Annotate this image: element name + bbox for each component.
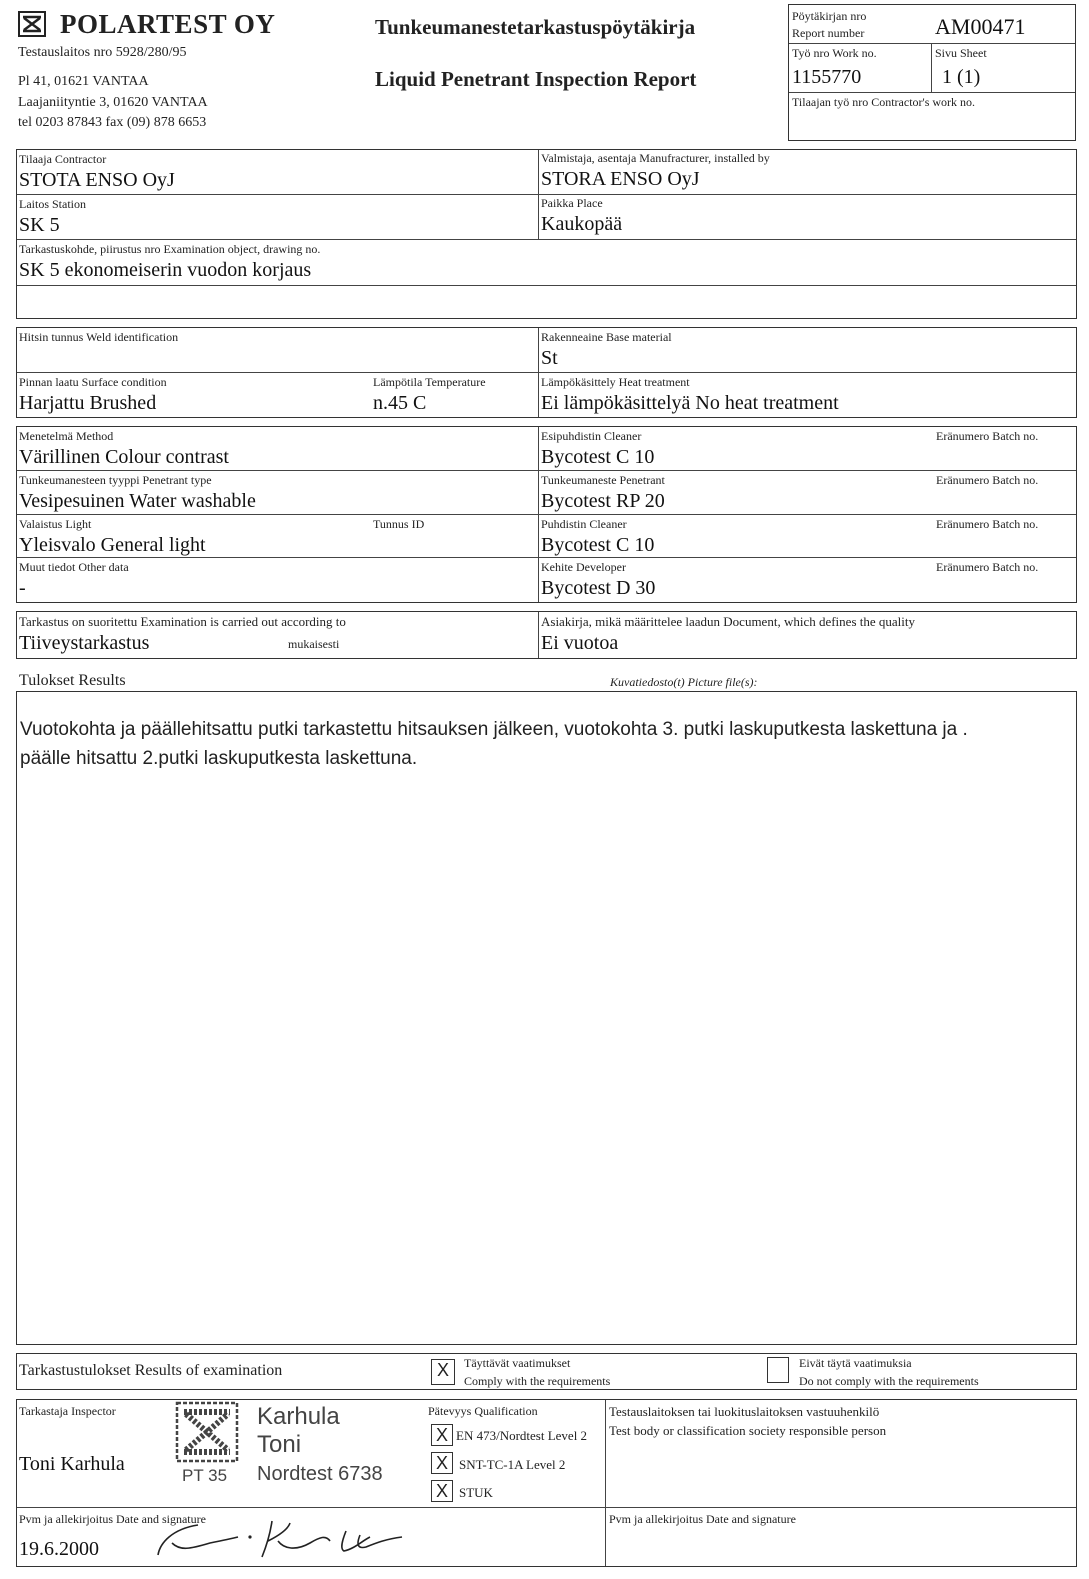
qualification-label: Pätevyys Qualification — [428, 1404, 538, 1418]
not-comply-label-fi: Eivät täytä vaatimuksia — [799, 1356, 912, 1370]
inspector-signature — [150, 1515, 410, 1565]
report-number: AM00471 — [935, 14, 1026, 39]
picture-files-label: Kuvatiedosto(t) Picture file(s): — [610, 675, 758, 689]
date-signature-label: Pvm ja allekirjoitus Date and signature — [19, 1512, 206, 1526]
manufacturer-value: STORA ENSO OyJ — [541, 168, 700, 190]
report-number-label-en: Report number — [792, 26, 865, 40]
other-data-label: Muut tiedot Other data — [19, 560, 129, 574]
qual-1-checkbox[interactable]: X — [431, 1424, 453, 1446]
stamp-line-2: Toni — [257, 1431, 302, 1458]
comply-label-fi: Täyttävät vaatimukset — [464, 1356, 571, 1370]
light-label: Valaistus Light — [19, 517, 92, 531]
not-comply-label-en: Do not comply with the requirements — [799, 1374, 979, 1388]
work-no-label: Työ nro Work no. — [792, 46, 877, 60]
weld-label: Hitsin tunnus Weld identification — [19, 330, 179, 344]
method-value: Värillinen Colour contrast — [19, 446, 229, 468]
surface-label: Pinnan laatu Surface condition — [19, 375, 167, 389]
contractor-work-label: Tilaajan työ nro Contractor's work no. — [792, 95, 976, 109]
surface-value: Harjattu Brushed — [19, 392, 157, 414]
results-box — [16, 691, 1077, 1345]
company-registration: Testauslaitos nro 5928/280/95 — [18, 45, 187, 60]
inspection-date: 19.6.2000 — [19, 1538, 99, 1560]
company-logo-icon — [18, 11, 46, 37]
exam-result-label: Tarkastustulokset Results of examination — [19, 1362, 283, 1379]
penetrant-type-value: Vesipesuinen Water washable — [19, 490, 256, 512]
test-body-label-fi: Testauslaitoksen tai luokituslaitoksen vastuuhenkilö — [609, 1404, 880, 1419]
manufacturer-label: Valmistaja, asentaja Manufracturer, installed by — [541, 151, 770, 165]
developer-label: Kehite Developer — [541, 560, 626, 574]
results-label: Tulokset Results — [19, 672, 126, 689]
test-body-label-en: Test body or classification society responsible person — [609, 1423, 887, 1438]
heat-treatment-label: Lämpökäsittely Heat treatment — [541, 375, 690, 389]
base-material-label: Rakenneaine Base material — [541, 330, 672, 344]
comply-checkbox[interactable]: X — [431, 1359, 455, 1385]
temperature-value: n.45 C — [373, 392, 427, 414]
temperature-label: Lämpötila Temperature — [373, 375, 486, 389]
comply-label-en: Comply with the requirements — [464, 1374, 611, 1388]
quality-doc-value: Ei vuotoa — [541, 632, 619, 654]
page-title-fi: Tunkeumanestetarkastuspöytäkirja — [375, 15, 696, 39]
qual-2-label: SNT-TC-1A Level 2 — [459, 1457, 566, 1472]
report-number-label-fi: Pöytäkirjan nro — [792, 9, 867, 23]
heat-treatment-value: Ei lämpökäsittelyä No heat treatment — [541, 392, 839, 414]
stamp-code: PT 35 — [182, 1466, 228, 1485]
developer-value: Bycotest D 30 — [541, 577, 656, 599]
according-label: Tarkastus on suoritettu Examination is carried out according to — [19, 614, 346, 629]
place-label: Paikka Place — [541, 196, 603, 210]
station-label: Laitos Station — [19, 197, 86, 211]
inspector-label: Tarkastaja Inspector — [19, 1404, 116, 1418]
inspector-stamp-logo-icon — [174, 1400, 240, 1464]
according-suffix: mukaisesti — [288, 637, 340, 651]
cleaner-value: Bycotest C 10 — [541, 534, 655, 556]
company-street: Laajaniityntie 3, 01620 VANTAA — [18, 95, 208, 110]
light-id-label: Tunnus ID — [373, 517, 425, 531]
sheet-value: 1 (1) — [942, 66, 981, 88]
light-value: Yleisvalo General light — [19, 534, 206, 556]
batch-label: Eränumero Batch no. — [936, 473, 1039, 487]
cleaner-label: Puhdistin Cleaner — [541, 517, 627, 531]
work-no: 1155770 — [792, 66, 862, 88]
results-text-line-2: päälle hitsattu 2.putki laskuputkesta laskettuna. — [20, 748, 418, 769]
qual-3-label: STUK — [459, 1485, 493, 1500]
precleaner-label: Esipuhdistin Cleaner — [541, 429, 642, 443]
batch-label: Eränumero Batch no. — [936, 560, 1039, 574]
not-comply-checkbox[interactable] — [767, 1357, 789, 1383]
qual-2-checkbox[interactable]: X — [431, 1452, 453, 1474]
object-value: SK 5 ekonomeiserin vuodon korjaus — [19, 259, 312, 281]
penetrant-label: Tunkeumaneste Penetrant — [541, 473, 665, 487]
sheet-label: Sivu Sheet — [935, 46, 987, 60]
batch-label: Eränumero Batch no. — [936, 429, 1039, 443]
penetrant-value: Bycotest RP 20 — [541, 490, 665, 512]
company-po-box: Pl 41, 01621 VANTAA — [18, 74, 149, 89]
qual-1-label: EN 473/Nordtest Level 2 — [456, 1428, 588, 1443]
other-data-value: - — [19, 577, 26, 599]
place-value: Kaukopää — [541, 213, 623, 235]
batch-label: Eränumero Batch no. — [936, 517, 1039, 531]
contractor-label: Tilaaja Contractor — [19, 152, 107, 166]
company-phone: tel 0203 87843 fax (09) 878 6653 — [18, 115, 207, 130]
method-label: Menetelmä Method — [19, 429, 114, 443]
qual-3-checkbox[interactable]: X — [431, 1480, 453, 1502]
station-value: SK 5 — [19, 214, 60, 236]
stamp-line-3: Nordtest 6738 — [257, 1463, 383, 1485]
page-title-en: Liquid Penetrant Inspection Report — [375, 67, 697, 91]
stamp-line-1: Karhula — [257, 1403, 340, 1430]
results-text-line-1: Vuotokohta ja päällehitsattu putki tarkastettu hitsauksen jälkeen, vuotokohta 3. putki laskuputkesta laskettuna ja . — [20, 719, 968, 740]
base-material-value: St — [541, 347, 558, 369]
object-label: Tarkastuskohde, piirustus nro Examination object, drawing no. — [19, 242, 321, 256]
precleaner-value: Bycotest C 10 — [541, 446, 655, 468]
inspector-name: Toni Karhula — [19, 1453, 125, 1475]
contractor-value: STOTA ENSO OyJ — [19, 169, 175, 191]
quality-doc-label: Asiakirja, mikä määrittelee laadun Document, which defines the quality — [541, 614, 915, 629]
company-name: POLARTEST OY — [60, 9, 276, 39]
body-date-signature-label: Pvm ja allekirjoitus Date and signature — [609, 1512, 796, 1526]
penetrant-type-label: Tunkeumanesteen tyyppi Penetrant type — [19, 473, 212, 487]
according-value: Tiiveystarkastus — [19, 632, 150, 654]
